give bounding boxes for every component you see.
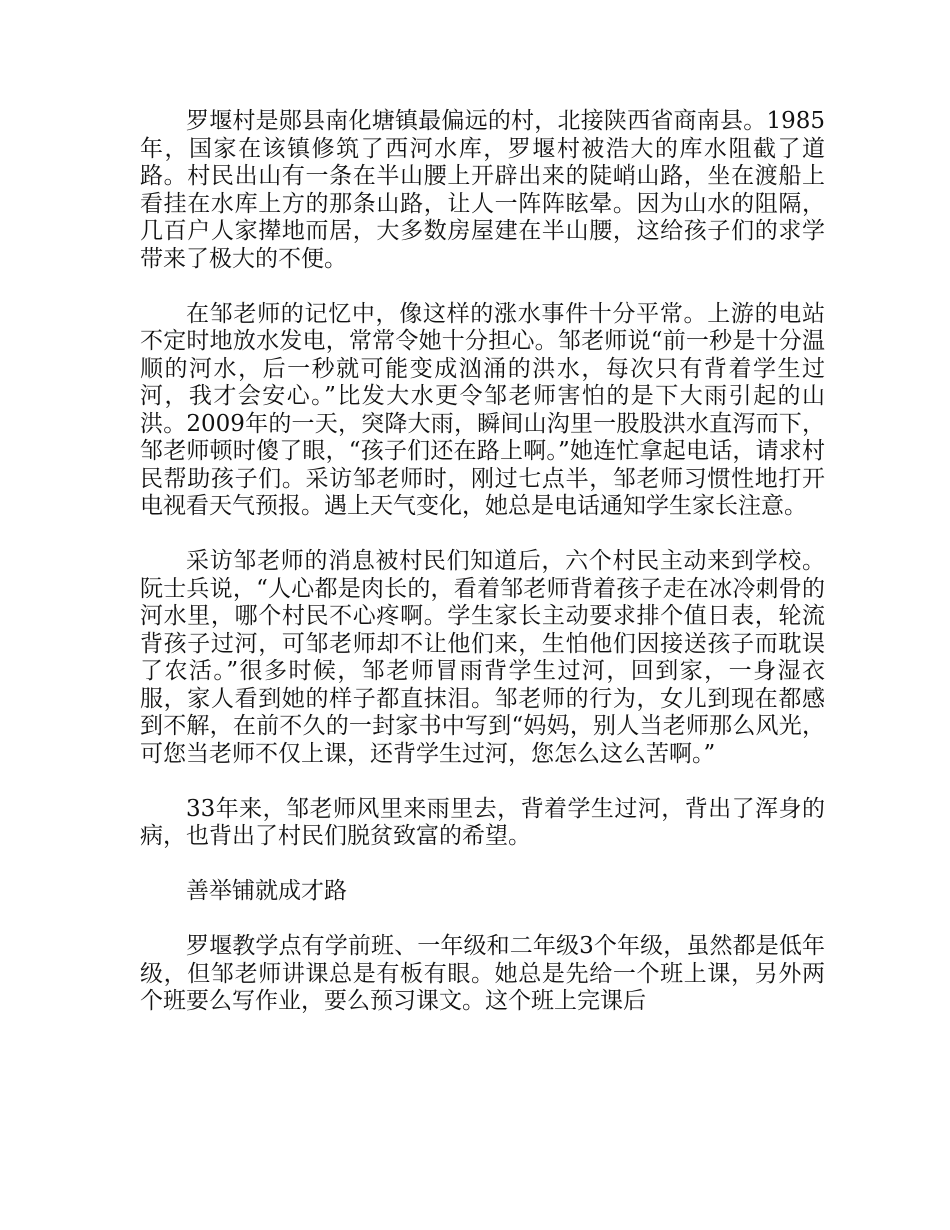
paragraph-luoyan-village: 罗堰村是郧县南化塘镇最偏远的村，北接陕西省商南县。1985年，国家在该镇修筑了西河水库，罗堰村被浩大的库水阻截了道路。村民出山有一条在半山腰上开辟出来的陡峭山路，坐在渡船上看挂在水库上方的那条山路，让人一阵阵眩晕。因为山水的阻隔，几百户人家撵地而居，大多数房屋建在半山腰，这给孩子们的求学带来了极大的不便。 <box>140 108 825 272</box>
paragraph-flood-memory: 在邹老师的记忆中，像这样的涨水事件十分平常。上游的电站不定时地放水发电，常常令她十分担心。邹老师说“前一秒是十分温顺的河水，后一秒就可能变成汹涌的洪水，每次只有背着学生过河，我才会安心。”比发大水更令邹老师害怕的是下大雨引起的山洪。2009年的一天，突降大雨，瞬间山沟里一股股洪水直泻而下，邹老师顿时傻了眼，“孩子们还在路上啊。”她连忙拿起电话，请求村民帮助孩子们。采访邹老师时，刚过七点半，邹老师习惯性地打开电视看天气预报。遇上天气变化，她总是电话通知学生家长注意。 <box>140 300 825 519</box>
paragraph-33-years: 33年来，邹老师风里来雨里去，背着学生过河，背出了浑身的病，也背出了村民们脱贫致富的希望。 <box>140 795 825 849</box>
document-body <box>140 108 825 1016</box>
paragraph-villagers-visit: 采访邹老师的消息被村民们知道后，六个村民主动来到学校。阮士兵说，“人心都是肉长的，看着邹老师背着孩子走在冰冷刺骨的河水里，哪个村民不心疼啊。学生家长主动要求排个值日表，轮流背孩子过河，可邹老师却不让他们来，生怕他们因接送孩子而耽误了农活。”很多时候，邹老师冒雨背学生过河，回到家，一身湿衣服，家人看到她的样子都直抹泪。邹老师的行为，女儿到现在都感到不解，在前不久的一封家书中写到“妈妈，别人当老师那么风光，可您当老师不仅上课，还背学生过河，您怎么这么苦啊。” <box>140 548 825 767</box>
section-heading: 善举铺就成才路 <box>186 878 347 904</box>
paragraph-teaching-point: 罗堰教学点有学前班、一年级和二年级3个年级，虽然都是低年级，但邹老师讲课总是有板有眼。她总是先给一个班上课，另外两个班要么写作业，要么预习课文。这个班上完课后 <box>140 933 825 1014</box>
